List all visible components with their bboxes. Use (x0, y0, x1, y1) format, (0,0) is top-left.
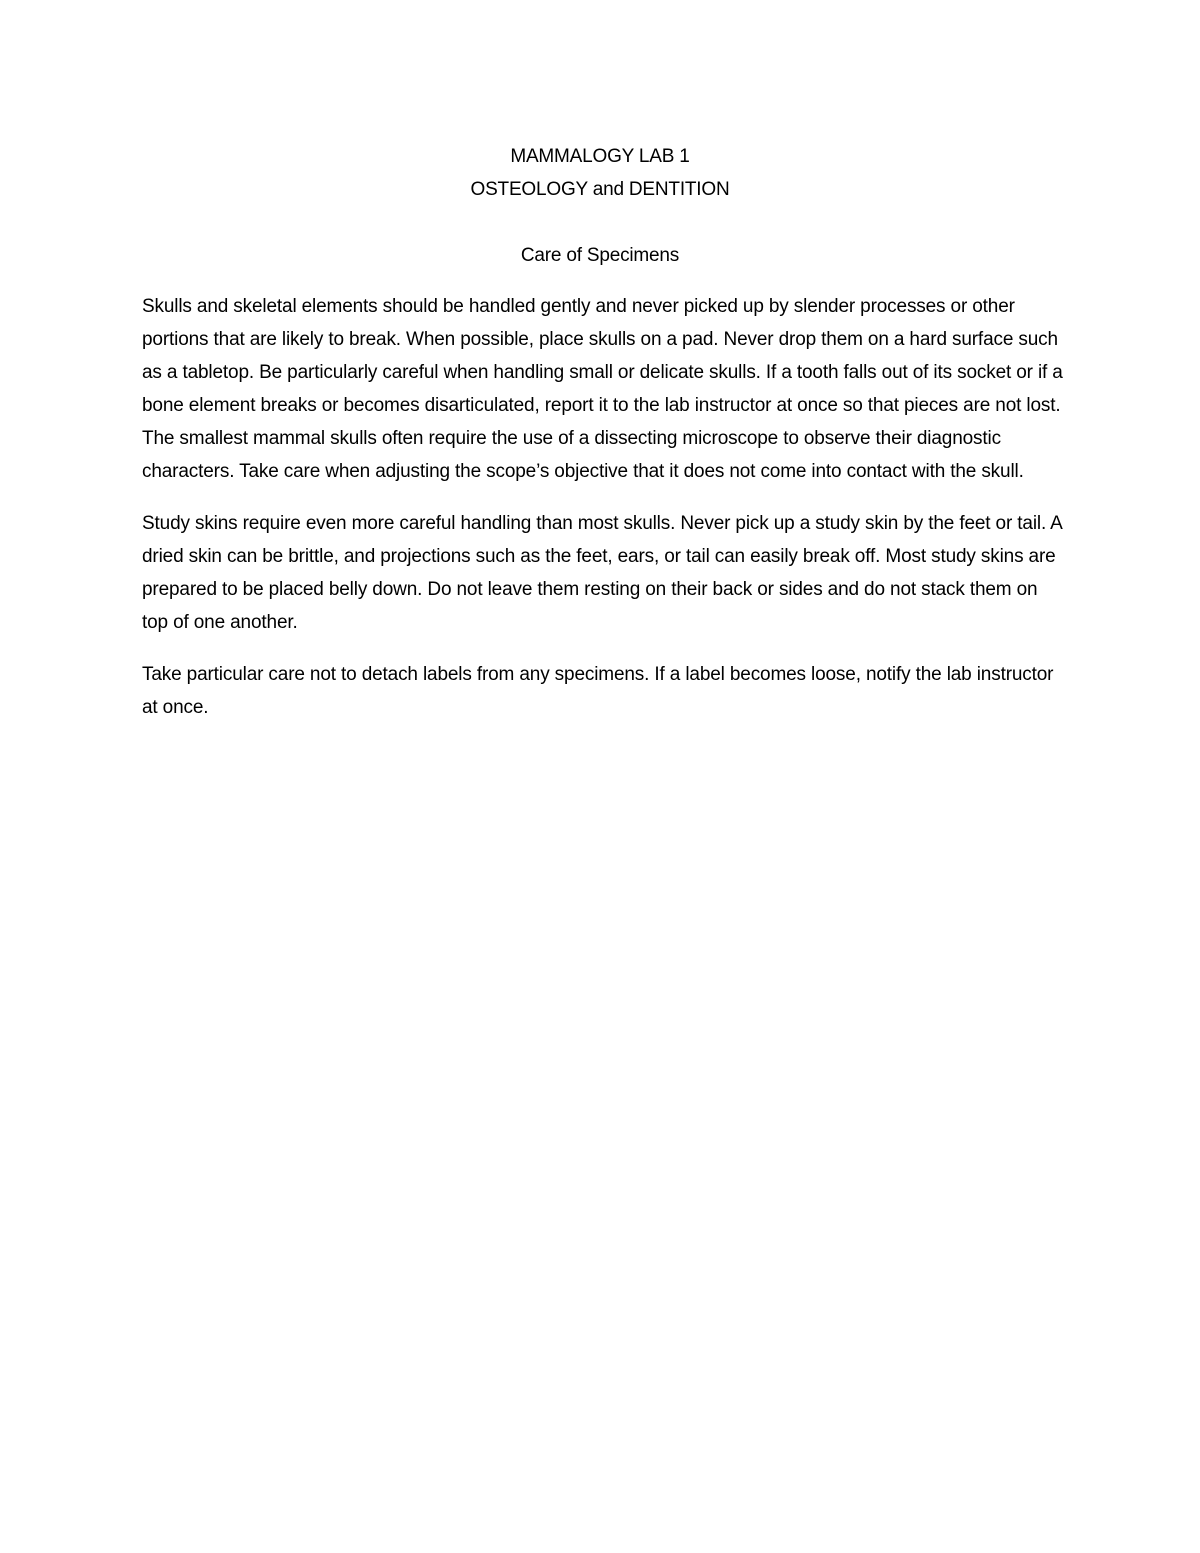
document-header (0, 140, 1200, 206)
document-title: MAMMALOGY LAB 1 (510, 146, 690, 167)
document-subtitle: OSTEOLOGY and DENTITION (470, 179, 730, 200)
document-body (142, 290, 1067, 743)
paragraph-labels: Take particular care not to detach labels from any specimens. If a label becomes loose, notify the lab instructor at once. (142, 664, 1054, 718)
paragraph-skulls: Skulls and skeletal elements should be handled gently and never picked up by slender processes or other portions that are likely to break. When possible, place skulls on a pad. Never drop them on a hard surface such as a tabletop. Be particularly careful when handling small or delicate skulls. If a tooth falls out of its socket or if a bone element breaks or becomes disarticulated, report it to the lab instructor at once so that pieces are not lost. The smallest mammal skulls often require the use of a dissecting microscope to observe their diagnostic characters. Take care when adjusting the scope’s objective that it does not come into contact with the skull. (142, 296, 1063, 482)
section-heading: Care of Specimens (520, 245, 680, 266)
paragraph-study-skins: Study skins require even more careful handling than most skulls. Never pick up a study skin by the feet or tail. A dried skin can be brittle, and projections such as the feet, ears, or tail can easily break off. Most study skins are prepared to be placed belly down. Do not leave them resting on their back or sides and do not stack them on top of one another. (142, 513, 1062, 633)
